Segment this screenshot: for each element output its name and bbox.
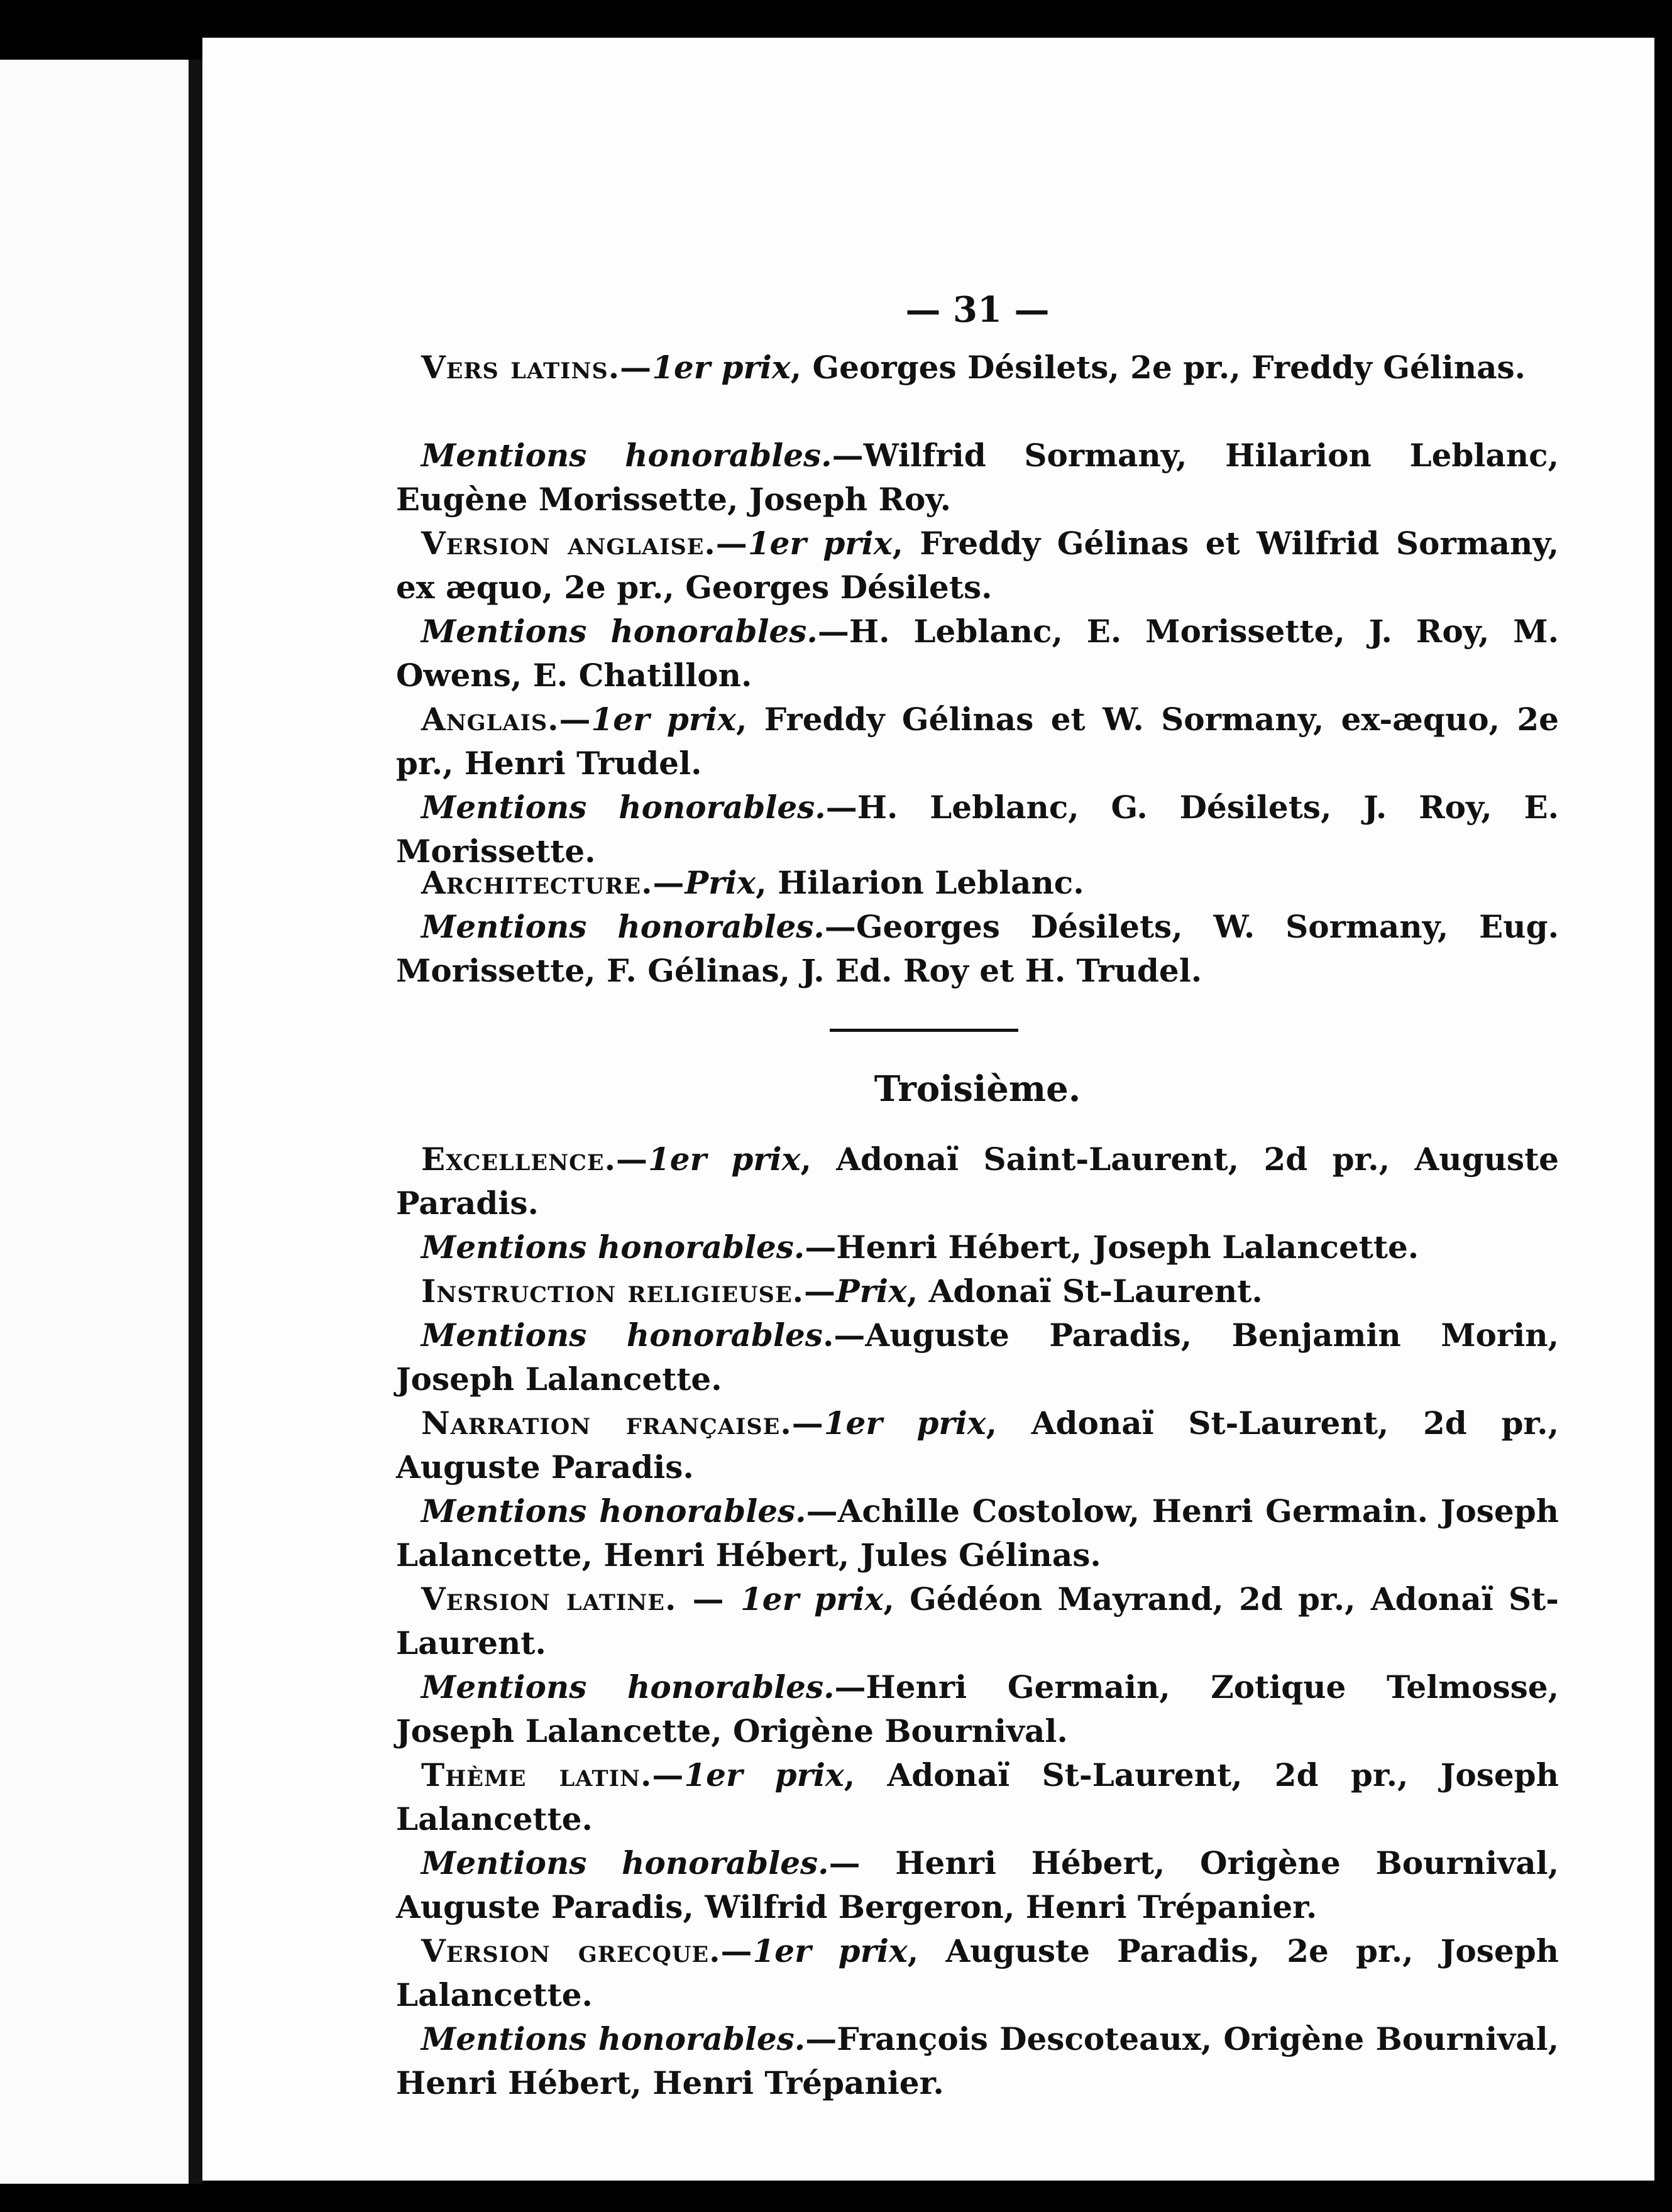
entry-vers-latins-mentions: Mentions honorables.—Wilfrid Sormany, Hilarion Leblanc, Eugène Morissette, Joseph Roy. — [396, 437, 1559, 518]
entry-version-grecque: Version grecque.—1er prix, Auguste Paradis, 2e pr., Joseph Lalancette. — [396, 1932, 1559, 2013]
page-number: — 31 — — [905, 289, 1050, 331]
entry-version-anglaise: Version anglaise.—1er prix, Freddy Gélinas et Wilfrid Sormany, ex æquo, 2e pr., Georges Désilets. — [396, 525, 1559, 606]
entry-instruction-religieuse-mentions: Mentions honorables.—Auguste Paradis, Benjamin Morin, Joseph Lalancette. — [396, 1317, 1559, 1398]
left-page-margin — [0, 60, 189, 2184]
section-divider — [830, 1029, 1018, 1032]
entry-version-latine-mentions: Mentions honorables.—Henri Germain, Zotique Telmosse, Joseph Lalancette, Origène Bournival. — [396, 1668, 1559, 1749]
section-title: Troisième. — [874, 1068, 1081, 1110]
right-page — [202, 38, 1654, 2181]
entry-narration-francaise-mentions: Mentions honorables.—Achille Costolow, Henri Germain. Joseph Lalancette, Henri Hébert, Jules Gélinas. — [396, 1492, 1559, 1574]
entry-version-latine: Version latine. — 1er prix, Gédéon Mayrand, 2d pr., Adonaï St-Laurent. — [396, 1580, 1559, 1662]
entry-excellence-mentions: Mentions honorables.—Henri Hébert, Joseph Lalancette. — [421, 1229, 1419, 1266]
entry-instruction-religieuse: Instruction religieuse.—Prix, Adonaï St-Laurent. — [421, 1273, 1263, 1310]
entry-anglais: Anglais.—1er prix, Freddy Gélinas et W. Sormany, ex-æquo, 2e pr., Henri Trudel. — [396, 701, 1559, 782]
entry-architecture: Architecture.—Prix, Hilarion Leblanc. — [421, 864, 1084, 901]
entry-theme-latin: Thème latin.—1er prix, Adonaï St-Laurent, 2d pr., Joseph Lalancette. — [396, 1756, 1559, 1837]
entry-architecture-mentions: Mentions honorables.—Georges Désilets, W. Sormany, Eug. Morissette, F. Gélinas, J. Ed. Roy et H. Trudel. — [396, 908, 1559, 989]
book-gutter — [189, 60, 202, 2184]
entry-version-anglaise-mentions: Mentions honorables.—H. Leblanc, E. Morissette, J. Roy, M. Owens, E. Chatillon. — [396, 613, 1559, 694]
entry-theme-latin-mentions: Mentions honorables.— Henri Hébert, Origène Bournival, Auguste Paradis, Wilfrid Bergeron, Henri Trépanier. — [396, 1844, 1559, 1925]
entry-narration-francaise: Narration française.—1er prix, Adonaï St-Laurent, 2d pr., Auguste Paradis. — [396, 1404, 1559, 1486]
entry-anglais-mentions: Mentions honorables.—H. Leblanc, G. Désilets, J. Roy, E. Morissette. — [396, 789, 1559, 870]
entry-version-grecque-mentions: Mentions honorables.—François Descoteaux, Origène Bournival, Henri Hébert, Henri Trépanier. — [396, 2020, 1559, 2101]
entry-excellence: Excellence.—1er prix, Adonaï Saint-Laurent, 2d pr., Auguste Paradis. — [396, 1141, 1559, 1222]
entry-vers-latins: Vers latins.—1er prix, Georges Désilets, 2e pr., Freddy Gélinas. — [421, 349, 1526, 386]
